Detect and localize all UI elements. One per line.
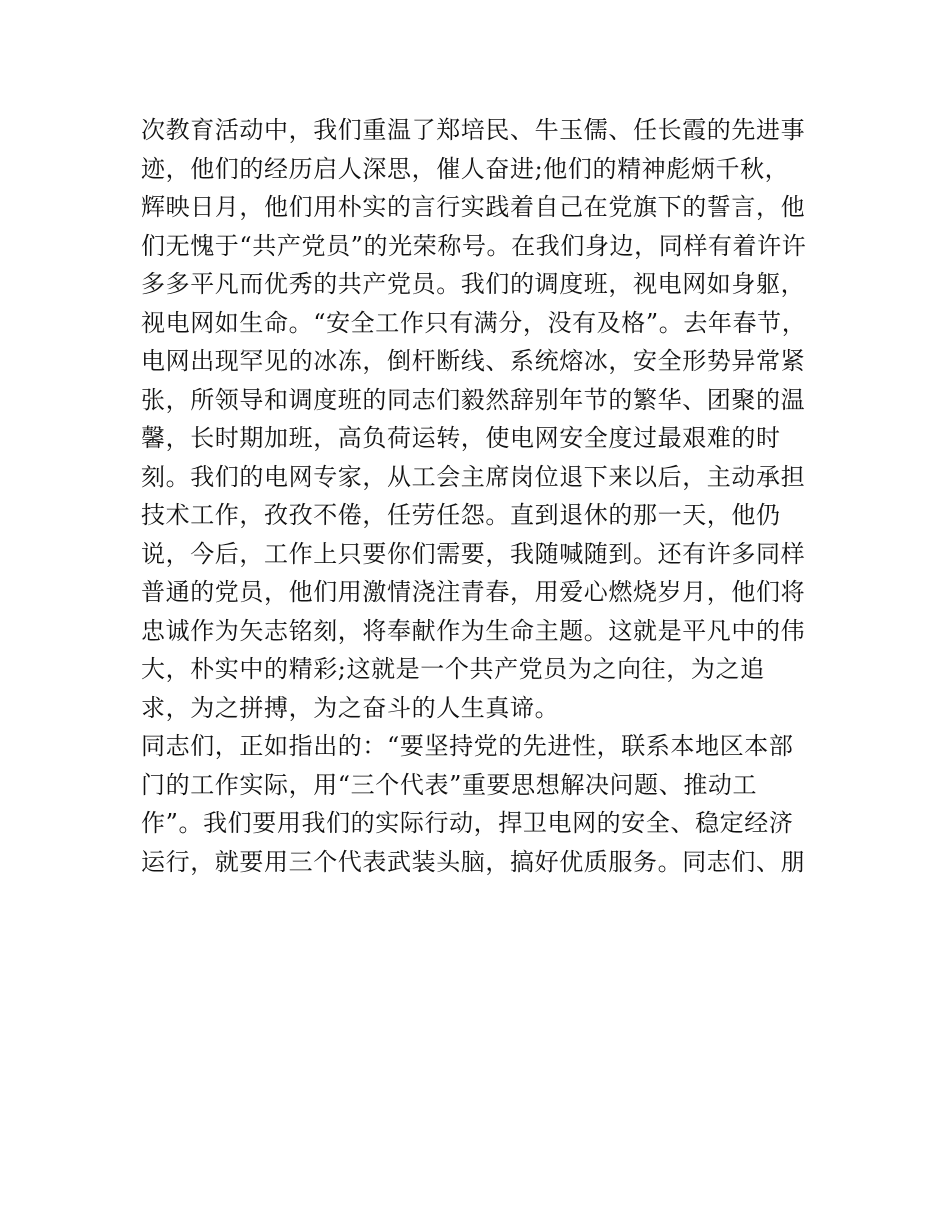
text-line: 们无愧于“共产党员”的光荣称号。在我们身边，同样有着许许 xyxy=(141,231,807,260)
text-line: 说，今后，工作上只要你们需要，我随喊随到。还有许多同样 xyxy=(141,539,806,568)
text-line: 视电网如生命。“安全工作只有满分，没有及格”。去年春节， xyxy=(141,308,807,337)
text-line: 辉映日月，他们用朴实的言行实践着自己在党旗下的誓言，他 xyxy=(141,193,806,221)
text-line: 门的工作实际，用“三个代表”重要思想解决问题、推动工 xyxy=(141,770,758,799)
text-line: 大，朴实中的精彩;这就是一个共产党员为之向往，为之追 xyxy=(141,655,765,683)
text-line: 技术工作，孜孜不倦，任劳任怨。直到退休的那一天，他仍 xyxy=(141,501,781,529)
text-line: 运行，就要用三个代表武装头脑，搞好优质服务。同志们、朋 xyxy=(141,847,806,876)
text-line: 求，为之拼搏，为之奋斗的人生真谛。 xyxy=(141,693,560,722)
text-line: 作”。我们要用我们的实际行动，捍卫电网的安全、稳定经济 xyxy=(141,809,794,837)
text-line: 次教育活动中，我们重温了郑培民、牛玉儒、任长霞的先进事 xyxy=(141,116,806,144)
text-line: 同志们，正如指出的：“要坚持党的先进性，联系本地区本部 xyxy=(141,732,794,760)
text-line: 忠诚作为矢志铭刻，将奉献作为生命主题。这就是平凡中的伟 xyxy=(141,616,806,645)
text-line: 电网出现罕见的冰冻，倒杆断线、系统熔冰，安全形势异常紧 xyxy=(141,347,806,375)
text-line: 多多平凡而优秀的共产党员。我们的调度班，视电网如身躯， xyxy=(141,270,806,298)
body-text xyxy=(141,111,831,881)
text-line: 馨，长时期加班，高负荷运转，使电网安全度过最艰难的时 xyxy=(141,424,781,452)
text-line: 刻。我们的电网专家，从工会主席岗位退下来以后，主动承担 xyxy=(141,462,806,491)
text-line: 普通的党员，他们用激情浇注青春，用爱心燃烧岁月，他们将 xyxy=(141,578,806,606)
text-line: 张，所领导和调度班的同志们毅然辞别年节的繁华、团聚的温 xyxy=(141,385,806,414)
text-line: 迹，他们的经历启人深思，催人奋进;他们的精神彪炳千秋， xyxy=(141,154,790,183)
